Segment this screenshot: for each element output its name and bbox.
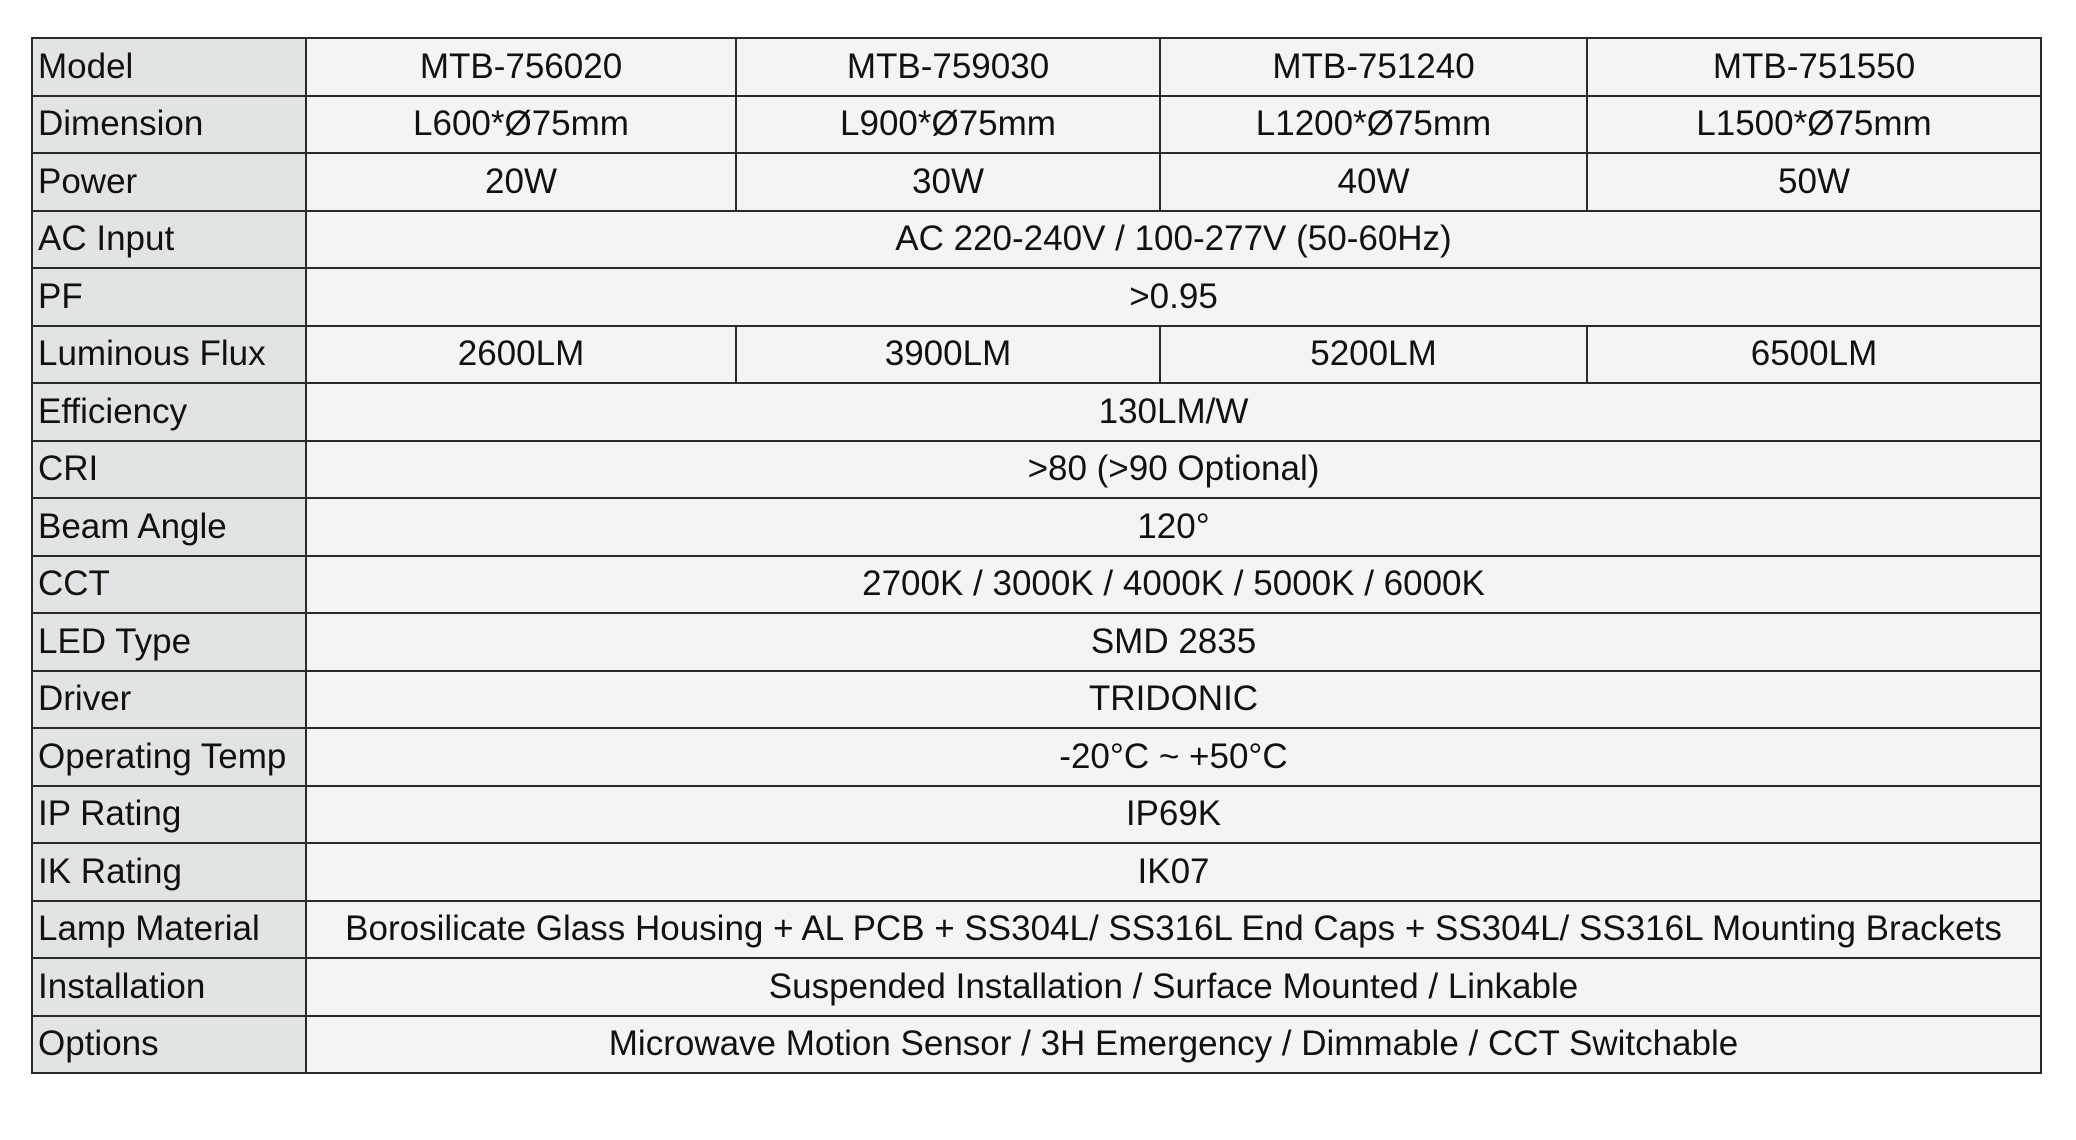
row-value: AC 220-240V / 100-277V (50-60Hz) (306, 211, 2041, 269)
table-row (32, 96, 2041, 154)
table-row (32, 901, 2041, 959)
spec-table (31, 37, 2042, 1074)
row-value: 130LM/W (306, 383, 2041, 441)
row-value: 120° (306, 498, 2041, 556)
row-value: IK07 (306, 843, 2041, 901)
row-label: Efficiency (32, 383, 306, 441)
row-label: PF (32, 268, 306, 326)
row-label: Driver (32, 671, 306, 729)
row-value: 50W (1587, 153, 2041, 211)
table-row (32, 613, 2041, 671)
row-value: MTB-756020 (306, 38, 736, 96)
row-value: 5200LM (1160, 326, 1587, 384)
table-row (32, 153, 2041, 211)
row-value: L1500*Ø75mm (1587, 96, 2041, 154)
row-value: 6500LM (1587, 326, 2041, 384)
row-label: Luminous Flux (32, 326, 306, 384)
row-value: MTB-751550 (1587, 38, 2041, 96)
table-row (32, 211, 2041, 269)
table-row (32, 843, 2041, 901)
row-label: IK Rating (32, 843, 306, 901)
row-value: 30W (736, 153, 1160, 211)
table-row (32, 441, 2041, 499)
row-label: Power (32, 153, 306, 211)
row-value: Suspended Installation / Surface Mounted / Linkable (306, 958, 2041, 1016)
row-label: Beam Angle (32, 498, 306, 556)
table-row (32, 1016, 2041, 1074)
row-label: IP Rating (32, 786, 306, 844)
row-label: CCT (32, 556, 306, 614)
row-value: 2600LM (306, 326, 736, 384)
table-row (32, 556, 2041, 614)
table-row (32, 268, 2041, 326)
table-row (32, 671, 2041, 729)
row-value: L600*Ø75mm (306, 96, 736, 154)
table-row (32, 383, 2041, 441)
table-row (32, 38, 2041, 96)
row-value: Borosilicate Glass Housing + AL PCB + SS304L/ SS316L End Caps + SS304L/ SS316L Mounting Brackets (306, 901, 2041, 959)
row-value: IP69K (306, 786, 2041, 844)
table-row (32, 728, 2041, 786)
row-label: LED Type (32, 613, 306, 671)
row-label: Operating Temp (32, 728, 306, 786)
row-value: MTB-759030 (736, 38, 1160, 96)
row-value: -20°C ~ +50°C (306, 728, 2041, 786)
row-value: 20W (306, 153, 736, 211)
row-label: Lamp Material (32, 901, 306, 959)
row-label: Model (32, 38, 306, 96)
row-value: L900*Ø75mm (736, 96, 1160, 154)
row-label: Installation (32, 958, 306, 1016)
table-row (32, 498, 2041, 556)
row-value: 2700K / 3000K / 4000K / 5000K / 6000K (306, 556, 2041, 614)
row-value: MTB-751240 (1160, 38, 1587, 96)
row-value: Microwave Motion Sensor / 3H Emergency / Dimmable / CCT Switchable (306, 1016, 2041, 1074)
table-row (32, 326, 2041, 384)
row-label: AC Input (32, 211, 306, 269)
row-value: TRIDONIC (306, 671, 2041, 729)
row-label: Options (32, 1016, 306, 1074)
row-label: CRI (32, 441, 306, 499)
row-value: >80 (>90 Optional) (306, 441, 2041, 499)
row-value: L1200*Ø75mm (1160, 96, 1587, 154)
row-label: Dimension (32, 96, 306, 154)
row-value: SMD 2835 (306, 613, 2041, 671)
row-value: >0.95 (306, 268, 2041, 326)
row-value: 40W (1160, 153, 1587, 211)
row-value: 3900LM (736, 326, 1160, 384)
table-row (32, 958, 2041, 1016)
table-row (32, 786, 2041, 844)
